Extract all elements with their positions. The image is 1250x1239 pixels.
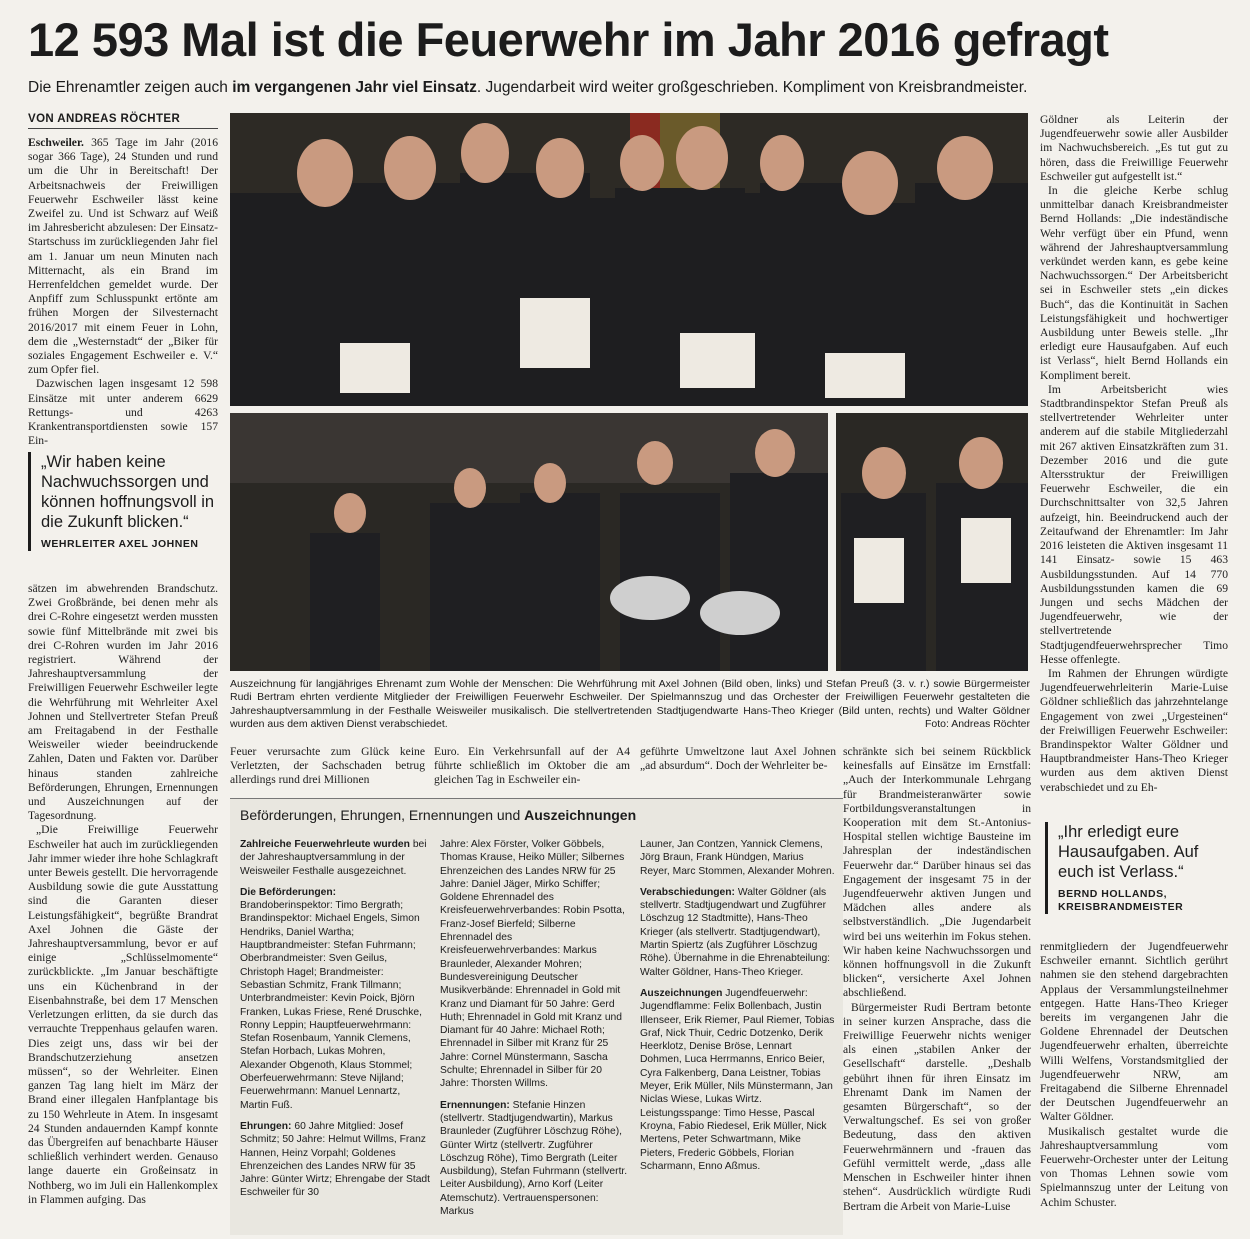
byline: VON ANDREAS RÖCHTER [28, 113, 218, 129]
photo-caption: Auszeichnung für langjähriges Ehrenamt zum Wohle der Menschen: Die Wehrführung mit Axel Johnen (Bild oben, links) und Stefan Preuß (3. v. r.) sowie Bürgermeister Rudi Bertram ehrten verdiente Mitglieder der Freiwilligen Feuerwehr Eschweiler. Der Spielmannszug und das Orchester der Freiwilligen Feuerwehr gestalteten die Jahreshauptversammlung in der Festhalle Weisweiler musikalisch. Die stellvertretenden Stadtjugendwarte Hans-Theo Krieger (Bild unten, rechts) und Walter Göldner wurden aus dem aktiven Dienst verabschiedet. Foto: Andreas Röchter [230, 678, 1030, 731]
info-box-title: Beförderungen, Ehrungen, Ernennungen und Auszeichnungen [240, 807, 637, 823]
article-column-1-continued: sätzen im abwehrenden Brandschutz. Zwei Großbrände, bei denen mehr als drei C-Rohre eingesetzt werden mussten sowie fünf Mittelbrände mit zwei bis drei C-Rohren wurden im Jahr 2016 registriert. Während der Jahreshauptversammlung der Freiwilligen Feuerwehr Eschweiler legte die Wehrführung mit Wehrleiter Axel Johnen und Stellvertreter Stefan Preuß am Freitagabend in der Festhalle Weisweiler wieder beeindruckende Zahlen, Daten und Fakten vor. Darüber hinaus standen zahlreiche Beförderungen, Ehrungen, Ernennungen und Auszeichnungen auf der Tagesordnung. „Die Freiwillige Feuerwehr Eschweiler hat auch im zurückliegenden Jahr immer wieder ihre hohe Schlagkraft unter Beweis gestellt. Die hervorragende Ausbildung sowie die gute Ausstattung sind die Garanten dieser Leistungsfähigkeit“, begrüßte Brandrat Axel Johnen die Gäste der Jahreshauptversammlung, bevor er auf einige „Schlüsselmomente“ zurückblickte. „Im Januar beschäftigte uns ein Küchenbrand in der Eisenbahnstraße, bei dem 17 Menschen Verletzungen erlitten, da sie durch das verrauchte Treppenhaus gelaufen waren. Dies zeigt uns, dass wir bei der Brandschutzerziehung ansetzen müssen“, so der Wehrleiter. Einen ganzen Tag lang hielt im März der Brand einer illegalen Hanfplantage bis zu 150 Wehrleute in Atem. In insgesamt 24 Stunden andauernden Kampf konnte das Übergreifen auf benachbarte Häuser schließlich verhindert werden. Genauso lange dauerte ein Großeinsatz in Nothberg, wo im Juli ein Hallenkomplex in Flammen aufging. Das [28, 582, 218, 1206]
article-column-1: Eschweiler. 365 Tage im Jahr (2016 sogar 366 Tage), 24 Stunden und rund um die Uhr in Bereitschaft! Der Arbeitsnachweis der Freiwilligen Feuerwehr Eschweiler lässt keine Zweifel zu. Und ist Schwarz auf Weiß im Jahresbericht abzulesen: Der Einsatz-Startschuss im zurückliegenden Jahr fiel am 1. Januar um neun Minuten nach Mitternacht, als ein Brand im Herrenfeldchen gemeldet wurde. Der Anpfiff zum Schlusspunkt ertönte am frühen Morgen der Silvesternacht 2016/2017 mit einem Feuer in Lohn, dem die „Westernstadt“ der „Biker für soziales Engagement Eschweiler e. V.“ zum Opfer fiel. Dazwischen lagen insgesamt 12 598 Einsätze mit unter anderem 6629 Rettungs- und 4263 Krankentransportdiensten sowie 157 Ein- [28, 136, 218, 448]
article-column-5: Göldner als Leiterin der Jugendfeuerwehr sowie aller Ausbilder im Nachwuchsbereich. „Es tut gut zu hören, dass die Freiwillige Feuerwehr Eschweiler gut aufgestellt ist.“ In die gleiche Kerbe schlug unmittelbar danach Kreisbrandmeister Bernd Hollands: „Die indeständische Wehr verfügt über ein Pfund, wenn während der Jahreshauptversammlung verkündet werden kann, es gebe keine Nachwuchssorgen.“ Der Arbeitsbericht sei in Eschweiler stets „ein dickes Buch“, das die Kontinuität in Sachen Leistungsfähigkeit und hochwertiger Ausbildung unter Beweis stelle. „Ihr erledigt eure Hausaufgaben. Auf euch ist Verlass“, hielt Bernd Hollands ein Kompliment bereit. Im Arbeitsbericht wies Stadtbrandinspektor Stefan Preuß als stellvertretender Wehrleiter unter anderem auf die stabile Mitgliederzahl mit 267 aktiven Einsatzkräften zum 31. Dezember 2016 und die gute Altersstruktur der Freiwilligen Feuerwehr Eschweiler, die ein Durchschnittsalter von 32,5 Jahren aufzeigt, hin. Beeindruckend auch der Zeitaufwand der Ehrenamtler: Im Jahr 2016 leisteten die Aktiven insgesamt 11 141 Einsatz- sowie 15 463 Ausbildungsstunden. Auf 14 770 Ausbildungsstunden kamen die 69 Jungen und sechs Mädchen der Jugendfeuerwehr, wie der stellvertretende Stadtjugendfeuerwehrsprecher Timo Hesse offenlegte. Im Rahmen der Ehrungen würdigte Jugendfeuerwehrleiterin Marie-Luise Göldner schließlich das jahrzehntelange Engagement von zwei „Urgesteinen“ der Freiwilligen Feuerwehr Eschweiler: Brandinspektor Walter Göldner und Hauptbrandmeister Hans-Theo Krieger wurden aus dem aktiven Dienst verabschiedet und zu Eh- [1040, 113, 1228, 794]
info-box-column-3: Launer, Jan Contzen, Yannick Clemens, Jörg Braun, Frank Hündgen, Marius Reyer, Marc Stommen, Alexander Mohren. Verabschiedungen: Walter Göldner (als stellvertr. Stadtjugendwart und Zugführer Löschzug 12 Stadtmitte), Hans-Theo Krieger (als stellvertr. Stadtjugendwart), Martin Spiertz (als Zugführer Löschzug Röhe). Übernahme in die Ehrenabteilung: Walter Göldner, Hans-Theo Krieger. Auszeichnungen Jugendfeuerwehr: Jugendflamme: Felix Bollenbach, Justin Illenseer, Erik Riemer, Paul Riemer, Tobias Graf, Nick Thuir, Cedric Dotzenko, Derik Heerklotz, Denise Bröse, Lennart Dohmen, Luca Herrmanns, Enrico Beier, Cyra Falkenberg, Dana Leistner, Tobias Meyer, Erik Müller, Nils Münstermann, Jan Niclas Wiese, Lukas Wirtz. Leistungsspange: Timo Hesse, Pascal Kroyna, Fabio Riedesel, Erik Müller, Nick Mertens, Peter Schwartmann, Mike Pieters, Frederic Göbbels, Florian Scharmann, Enno Aßmus. [640, 839, 835, 1172]
photo-marching-band [230, 413, 828, 671]
photo-credit: Foto: Andreas Röchter [924, 718, 1030, 731]
article-column-5-continued: renmitgliedern der Jugendfeuerwehr Eschweiler ernannt. Sichtlich gerührt nahmen sie den stehend dargebrachten Applaus der Versammlungsteilnehmer entgegen. Hatte Hans-Theo Krieger bereits im vergangenen Jahr die Goldene Ehrennadel der Deutschen Jugendfeuerwehr erhalten, überreichte Willi Welfens, Vorstandsmitglied der Jugendfeuerwehr NRW, am Freitagabend die Silberne Ehrennadel der Deutschen Jugendfeuerwehr an Walter Göldner. Musikalisch gestaltet wurde die Jahreshauptversammlung vom Feuerwehr-Orchester unter der Leitung von Thomas Lehnen sowie vom Spielmannszug unter der Leitung von Achim Schuster. [1040, 940, 1228, 1209]
article-column-4-top: geführte Umweltzone laut Axel Johnen „ad absurdum“. Doch der Wehrleiter be- [640, 745, 836, 773]
quote-author: BERND HOLLANDS, KREISBRANDMEISTER [1058, 888, 1184, 913]
pull-quote-johnen [28, 452, 221, 551]
headline: 12 593 Mal ist die Feuerwehr im Jahr 2016 gefragt [28, 13, 1109, 66]
subheadline: Die Ehrenamtler zeigen auch im vergangenen Jahr viel Einsatz. Jugendarbeit wird weiter großgeschrieben. Kompliment von Kreisbrandmeister. [28, 79, 1028, 96]
quote-author: WEHRLEITER AXEL JOHNEN [41, 538, 199, 550]
info-box-column-1: Zahlreiche Feuerwehrleute wurden bei der Jahreshauptversammlung in der Weisweiler Festhalle ausgezeichnet. Die Beförderungen: Brandoberinspektor: Timo Bergrath; Brandinspektor: Michael Engels, Simon Hendriks, Daniel Wartha; Hauptbrandmeister: Stefan Fuhrmann; Oberbrandmeister: Sven Geilus, Christoph Hagel; Brandmeister: Sebastian Schmitz, Frank Tillmann; Unterbrandmeister: Kevin Poick, Björn Franken, Lukas Friese, René Druschke, Ronny Leppin; Hauptfeuerwehrmann: Stefan Rosenbaum, Yannik Clemens, Stefan Horbach, Lukas Mohren, Alexander Obgenoth, Klaus Stommel; Oberfeuerwehrmann: Steve Nijland; Feuerwehrmann: Manuel Lennartz, Martin Fuß. Ehrungen: 60 Jahre Mitglied: Josef Schmitz; 50 Jahre: Helmut Willms, Franz Hannen, Heinz Vorpahl; Goldenes Ehrenzeichen des Landes NRW für 35 Jahre: Günter Wirtz; Ehrengabe der Stadt Eschweiler für 30 [240, 839, 431, 1199]
quote-text: „Ihr erledigt eure Hausaufgaben. Auf euch ist Verlass.“ [1058, 823, 1199, 881]
article-column-4: schränkte sich bei seinem Rückblick keinesfalls auf Einsätze im Ernstfall: „Auch der Interkommunale Lehrgang für Brandmeisteranwärter sowie Fortbildungsveranstaltungen in Kooperation mit dem St.-Antonius-Hospital stellen wichtige Bausteine im Jahresplan der indeständischen Feuerwehr dar.“ Darüber hinaus sei das Engagement der insgesamt 75 in der Jugendfeuerwehr aktiven Jungen und Mädchen alles andere als selbstverständlich. „Die Jugendarbeit wird bei uns weiterhin im Fokus stehen. Wir haben keine Nachwuchssorgen und können hoffnungsvoll in die Zukunft blicken“, versicherte Axel Johnen abschließend. Bürgermeister Rudi Bertram betonte in seiner kurzen Ansprache, dass die Freiwillige Feuerwehr nichts weniger als einen „stabilen Anker der Gesellschaft“ darstelle. „Deshalb gebührt ihnen für ihren Einsatz im Ehrenamt Dank im Namen der gesamten Bürgerschaft“, so der Verwaltungschef. Es sei von großer Bedeutung, dass den aktiven Feuerwehrmännern und -frauen das Gefühl vermittelt werde, „dass alle Menschen in Eschweiler hinter ihnen stehen“. Ausdrücklich würdigte Rudi Bertram die Arbeit von Marie-Luise [843, 745, 1031, 1213]
article-column-3-top: Euro. Ein Verkehrsunfall auf der A4 führte schließlich im Oktober die am gleichen Tag in Eschweiler ein- [434, 745, 630, 787]
pull-quote-hollands [1045, 822, 1238, 914]
article-column-2-top: Feuer verursachte zum Glück keine Verletzten, der Sachschaden betrug allerdings rund drei Millionen [230, 745, 425, 787]
photo-honorees-group [230, 113, 1028, 406]
info-box-column-2: Jahre: Alex Förster, Volker Göbbels, Thomas Krause, Heiko Müller; Silbernes Ehrenzeichen des Landes NRW für 25 Jahre: Daniel Jäger, Mirko Schiffer; Goldene Ehrennadel des Kreisfeuerwehrverbandes: Robin Psotta, Franz-Josef Bierfeld; Silberne Ehrennadel des Kreisfeuerwehrverbandes: Markus Braunleder, Alexander Mohren; Bundesvereinigung Deutscher Musikverbände: Ehrennadel in Gold mit Kranz und Diamant für 50 Jahre: Gerd Huth; Ehrennadel in Gold mit Kranz und Diamant für 40 Jahre: Michael Roth; Ehrennadel in Silber mit Kranz für 25 Jahre: Cornel Münstermann, Sascha Schulte; Ehrennadel in Silber für 20 Jahre: Thorsten Willms. Ernennungen: Stefanie Hinzen (stellvertr. Stadtjugendwartin), Markus Braunleder (Zugführer Löschzug Röhe), Günter Wirtz (stellvertr. Zugführer Löschzug Röhe), Timo Bergrath (Leiter Ausbildung), Stefan Fuhrmann (stellvertr. Leiter Ausbildung), Arno Korf (Leiter Atemschutz). Vertrauenspersonen: Markus [440, 839, 628, 1218]
photo-retirees [836, 413, 1028, 671]
quote-text: „Wir haben keine Nachwuchssorgen und können hoffnungsvoll in die Zukunft blicken.“ [41, 453, 215, 531]
